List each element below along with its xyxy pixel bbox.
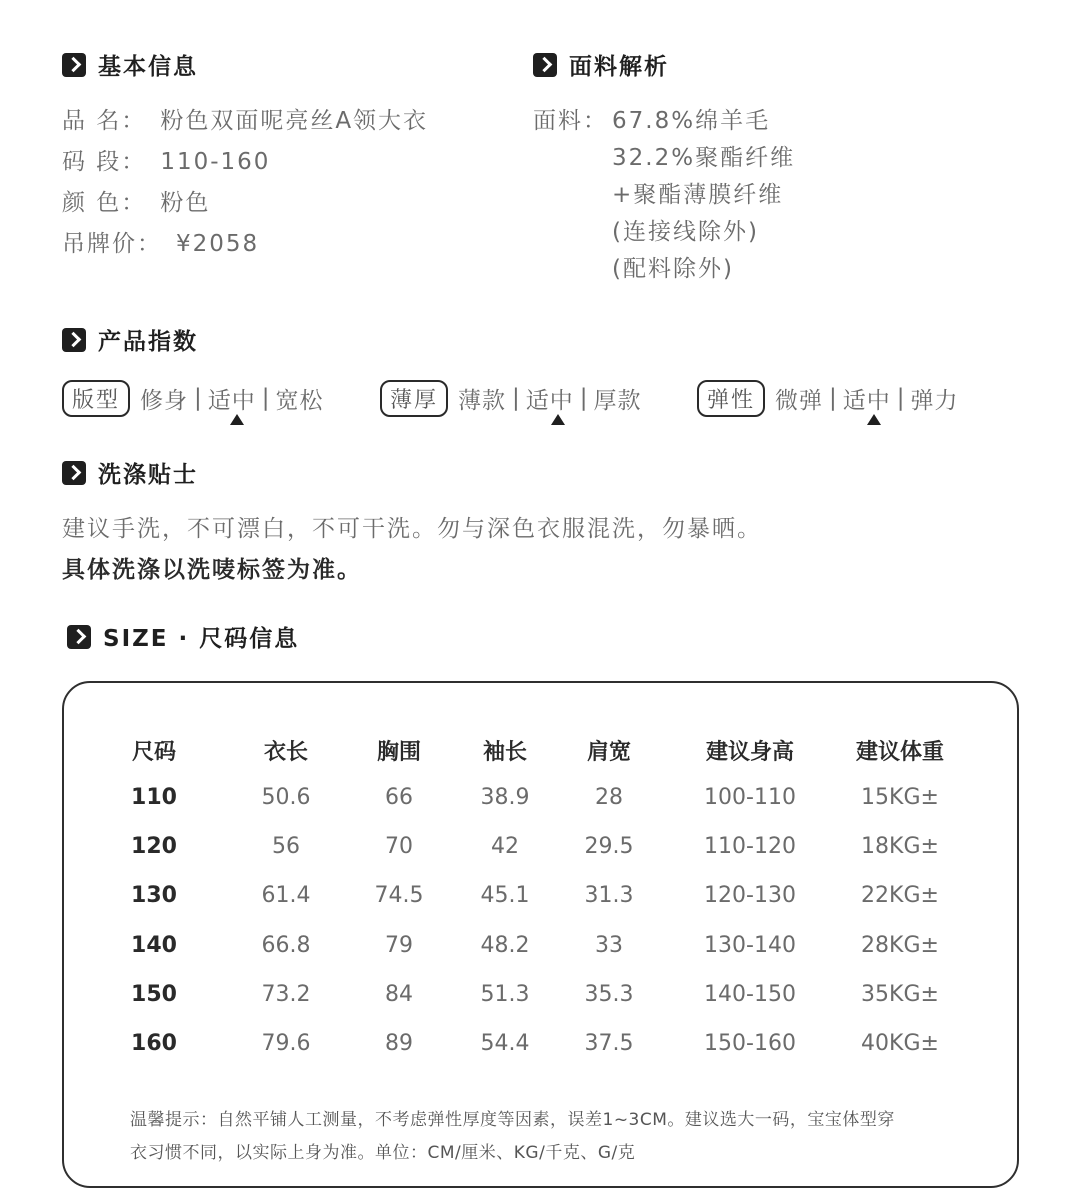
metric-separator: |: [261, 385, 270, 411]
size-table-size-cell: 140: [131, 932, 177, 958]
metric-option: 厚款: [593, 387, 642, 414]
metric-option: 弹力: [910, 387, 959, 414]
size-table-cell: 42: [491, 834, 519, 860]
fabric-line: +聚酯薄膜纤维: [612, 182, 784, 208]
selected-marker-icon: [867, 414, 881, 425]
size-table-cell: 45.1: [480, 883, 530, 909]
info-label: 颜 色：: [62, 190, 147, 216]
metric-option-selected: 适中: [207, 387, 256, 414]
metric-option: 宽松: [275, 387, 324, 414]
size-table-header: 肩宽: [586, 740, 632, 765]
size-table-cell: 51.3: [480, 981, 530, 1007]
size-table-size-cell: 130: [131, 883, 177, 909]
size-table-header: 尺码: [131, 740, 177, 765]
size-table-header: 建议身高: [705, 740, 795, 765]
heading-fabric-text: 面料解析: [569, 54, 669, 80]
size-table-cell: 37.5: [584, 1031, 634, 1056]
size-table-cell: 35.3: [584, 981, 634, 1007]
size-table-size-cell: 110: [131, 785, 177, 810]
size-table-cell: 22KG±: [861, 883, 939, 909]
size-table-cell: 110-120: [704, 834, 796, 860]
size-table-cell: 84: [385, 981, 413, 1007]
metric-fit: [62, 378, 324, 418]
size-table-cell: 54.4: [480, 1031, 530, 1056]
heading-wash-tips-text: 洗涤贴士: [98, 462, 198, 488]
size-table-cell: 50.6: [261, 785, 311, 810]
heading-size-text: SIZE · 尺码信息: [103, 626, 300, 652]
fabric-line: (连接线除外): [612, 219, 759, 245]
info-row-name: [62, 102, 428, 135]
size-table-size-cell: 120: [131, 834, 177, 860]
size-table-cell: 140-150: [704, 981, 796, 1007]
size-table-header: 衣长: [263, 740, 309, 765]
selected-marker-icon: [230, 414, 244, 425]
size-table-cell: 35KG±: [861, 981, 939, 1007]
info-label: 吊牌价：: [62, 231, 162, 257]
arrow-right-icon: [62, 461, 86, 485]
fabric-line: (配料除外): [612, 256, 734, 282]
size-table-cell: 33: [595, 932, 623, 958]
size-table-cell: 79: [385, 932, 413, 958]
arrow-right-icon: [62, 328, 86, 352]
fabric-line: 67.8%绵羊毛: [612, 108, 771, 134]
info-label: 品 名：: [62, 108, 147, 134]
arrow-right-icon: [533, 53, 557, 77]
size-table-cell: 15KG±: [861, 785, 939, 810]
size-table-cell: 66: [385, 785, 413, 810]
metric-thickness: [380, 378, 642, 418]
metric-separator: |: [579, 385, 588, 411]
metric-elasticity: [697, 378, 959, 418]
info-value: 粉色双面呢亮丝A领大衣: [160, 108, 429, 134]
info-value: 粉色: [160, 190, 211, 216]
size-table-cell: 70: [385, 834, 413, 860]
size-table-cell: 89: [385, 1031, 413, 1056]
size-table-cell: 79.6: [261, 1031, 311, 1056]
size-table-cell: 74.5: [374, 883, 424, 909]
size-table-cell: 28KG±: [861, 932, 939, 958]
heading-basic-info: [62, 48, 198, 81]
info-row-price: [62, 225, 259, 258]
size-table-cell: 18KG±: [861, 834, 939, 860]
metric-option-selected: 适中: [842, 387, 891, 414]
heading-product-index: [62, 323, 198, 356]
info-row-color: [62, 184, 210, 217]
arrow-right-icon: [62, 53, 86, 77]
size-table-header: 袖长: [482, 740, 528, 765]
size-table-cell: 29.5: [584, 834, 634, 860]
size-table-header: 胸围: [376, 740, 422, 765]
arrow-right-icon: [67, 625, 91, 649]
size-tip: 温馨提示：自然平铺人工测量，不考虑弹性厚度等因素，误差1~3CM。建议选大一码，宝宝体型穿: [130, 1110, 895, 1130]
info-value: ¥2058: [176, 231, 260, 257]
size-table-cell: 130-140: [704, 932, 796, 958]
size-table-cell: 66.8: [261, 932, 311, 958]
heading-size: [67, 620, 299, 653]
metric-tag: 版型: [62, 380, 130, 417]
size-table-cell: 56: [272, 834, 300, 860]
size-table-cell: 40KG±: [861, 1031, 939, 1056]
size-table-cell: 31.3: [584, 883, 634, 909]
heading-fabric: [533, 48, 669, 81]
size-table-cell: 100-110: [704, 785, 796, 810]
selected-marker-icon: [551, 414, 565, 425]
size-table-header: 建议体重: [855, 740, 945, 765]
fabric-line: 32.2%聚酯纤维: [612, 145, 796, 171]
size-table-cell: 38.9: [480, 785, 530, 810]
metric-option: 微弹: [775, 387, 824, 414]
heading-basic-info-text: 基本信息: [98, 54, 198, 80]
heading-wash-tips: [62, 456, 198, 489]
fabric-label: 面料：: [533, 108, 608, 134]
info-value: 110-160: [160, 149, 271, 175]
size-table-size-cell: 160: [131, 1031, 177, 1056]
size-table-cell: 150-160: [704, 1031, 796, 1056]
size-table-size-cell: 150: [131, 981, 177, 1007]
size-table-cell: 120-130: [704, 883, 796, 909]
metric-option-selected: 适中: [525, 387, 574, 414]
info-row-size-range: [62, 143, 270, 176]
info-label: 码 段：: [62, 149, 147, 175]
metric-separator: |: [512, 385, 520, 411]
metric-separator: |: [829, 385, 837, 411]
metric-option: 修身: [140, 387, 189, 414]
wash-instructions: 建议手洗，不可漂白，不可干洗。勿与深色衣服混洗，勿暴晒。: [62, 516, 762, 542]
wash-label-note: 具体洗涤以洗唛标签为准。: [62, 557, 362, 583]
metric-option: 薄款: [458, 387, 507, 414]
size-table-cell: 28: [595, 785, 623, 810]
metric-separator: |: [896, 385, 905, 411]
size-table-cell: 73.2: [261, 981, 311, 1007]
size-tip: 衣习惯不同，以实际上身为准。单位：CM/厘米、KG/千克、G/克: [130, 1143, 636, 1163]
metric-separator: |: [194, 385, 202, 411]
heading-product-index-text: 产品指数: [98, 329, 198, 355]
size-table-cell: 48.2: [480, 932, 530, 958]
size-table-cell: 61.4: [261, 883, 311, 909]
metric-tag: 弹性: [697, 380, 765, 417]
metric-tag: 薄厚: [380, 380, 448, 417]
